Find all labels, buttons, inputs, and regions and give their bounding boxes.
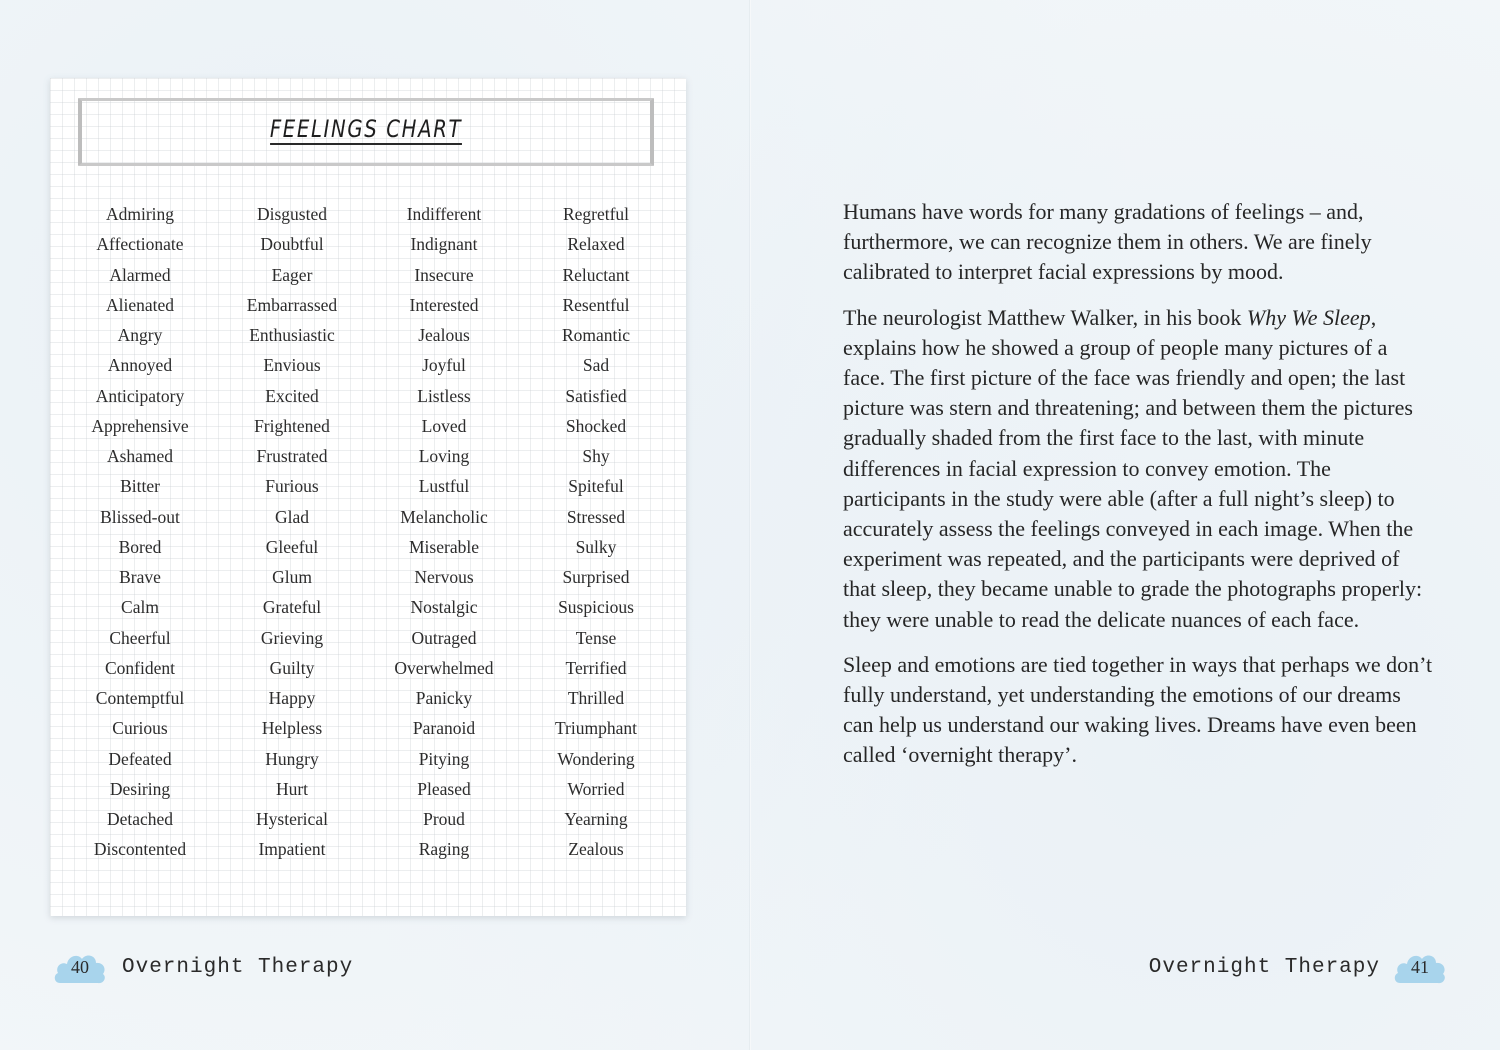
feeling-word: Desiring <box>109 778 171 799</box>
feeling-word: Lustful <box>418 476 470 497</box>
feeling-word: Joyful <box>422 355 466 376</box>
feeling-word: Grieving <box>260 627 324 648</box>
feeling-word: Interested <box>409 294 479 315</box>
feeling-word: Enthusiastic <box>249 325 335 345</box>
feeling-word: Melancholic <box>400 506 488 527</box>
feeling-word: Frustrated <box>256 446 328 466</box>
feeling-word: Panicky <box>415 688 473 708</box>
feeling-word: Hurt <box>275 778 309 799</box>
cloud-icon <box>1392 947 1448 987</box>
feeling-word: Shy <box>582 446 610 466</box>
feeling-word: Terrified <box>565 657 627 678</box>
cloud-icon <box>52 947 108 987</box>
paragraph-2 <box>843 303 1433 635</box>
feeling-word: Pitying <box>418 748 470 769</box>
feelings-column-2 <box>216 199 368 865</box>
feeling-word: Frightened <box>254 415 330 436</box>
feeling-word: Raging <box>418 839 470 860</box>
feeling-word: Calm <box>121 597 159 618</box>
feeling-word: Discontented <box>93 839 187 860</box>
feeling-word: Relaxed <box>567 234 625 255</box>
feeling-word: Worried <box>567 778 625 799</box>
feeling-word: Miserable <box>409 536 479 557</box>
feeling-word: Proud <box>423 809 465 829</box>
feeling-word: Ashamed <box>106 446 174 466</box>
feeling-word: Triumphant <box>554 718 637 739</box>
feeling-word: Pleased <box>417 778 471 799</box>
paragraph-3: Sleep and emotions are tied together in ways that perhaps we don’t fully understand, yet understanding the emotions of our dreams can help us understand our waking lives. Dreams have even been called ‘overnight therapy’. <box>843 651 1433 768</box>
feeling-word: Listless <box>417 385 471 406</box>
book-title: Why We Sleep <box>1246 304 1371 330</box>
feeling-word: Eager <box>271 264 313 285</box>
feeling-word: Paranoid <box>412 718 476 739</box>
feeling-word: Furious <box>265 476 319 497</box>
feeling-word: Suspicious <box>558 597 634 618</box>
feelings-column-3 <box>368 199 520 865</box>
feeling-word: Angry <box>117 325 163 345</box>
feeling-word: Zealous <box>568 839 624 860</box>
feeling-word: Yearning <box>564 809 628 829</box>
feeling-word: Blissed-out <box>100 506 180 527</box>
left-page-footer <box>52 944 353 990</box>
feeling-word: Detached <box>106 809 174 829</box>
feeling-word: Spiteful <box>568 476 624 497</box>
feeling-word: Loved <box>421 415 467 436</box>
feeling-word: Brave <box>119 567 161 587</box>
running-title: Overnight Therapy <box>1148 955 1380 979</box>
feeling-word: Grateful <box>262 597 322 618</box>
feeling-word: Excited <box>265 385 319 406</box>
feeling-word: Anticipatory <box>95 385 185 406</box>
running-title: Overnight Therapy <box>122 955 354 979</box>
paragraph-2-body: , explains how he showed a group of people many pictures of a face. The first picture of the face was friendly and open; the last picture was stern and threatening; and between them the pictures gradually shaded from the first face to the last, with minute differences in facial expression to convey emotion. The participants in the study were able (after a full night’s sleep) to accurately assess the feelings conveyed in each image. When the experiment was repeated, and the participants were deprived of that sleep, they became unable to grade the photographs properly: they were unable to read the delicate nuances of each face. <box>843 304 1423 632</box>
feeling-word: Regretful <box>562 204 630 224</box>
chart-title <box>133 115 599 145</box>
feelings-column-1 <box>64 199 216 865</box>
paragraph-1: Humans have words for many gradations of feelings – and, furthermore, we can recognize them in others. We are finely calibrated to interpret facial expressions by mood. <box>843 199 1372 285</box>
feeling-word: Reluctant <box>562 264 630 285</box>
feelings-column-4 <box>520 199 672 865</box>
feeling-word: Hungry <box>265 748 319 769</box>
feeling-word: Cheerful <box>109 627 171 648</box>
feeling-word: Satisfied <box>565 385 627 406</box>
feeling-word: Jealous <box>418 325 470 345</box>
chart-title-text: FEELINGS CHART <box>270 116 462 145</box>
chart-title-box <box>78 98 654 166</box>
paragraph-2-intro: The neurologist Matthew Walker, in his book <box>843 304 1247 330</box>
feeling-word: Glum <box>272 567 312 587</box>
feeling-word: Contemptful <box>95 688 185 708</box>
feeling-word: Overwhelmed <box>394 657 494 678</box>
body-text <box>843 197 1433 786</box>
feeling-word: Outraged <box>411 627 477 648</box>
feeling-word: Nostalgic <box>410 597 478 618</box>
page-number: 41 <box>1411 956 1429 977</box>
right-page-footer <box>1149 944 1448 990</box>
feeling-word: Happy <box>268 688 316 708</box>
feeling-word: Indignant <box>410 234 478 255</box>
feeling-word: Loving <box>418 446 470 466</box>
feeling-word: Guilty <box>269 657 315 678</box>
feeling-word: Annoyed <box>107 355 173 376</box>
feeling-word: Surprised <box>562 567 630 587</box>
feeling-word: Wondering <box>557 748 635 769</box>
right-page <box>750 0 1500 1050</box>
feelings-chart-card <box>50 78 686 916</box>
feeling-word: Bored <box>118 536 162 557</box>
feeling-word: Thrilled <box>567 688 625 708</box>
feeling-word: Alarmed <box>109 264 171 285</box>
feeling-word: Apprehensive <box>91 415 189 436</box>
feeling-word: Embarrassed <box>246 294 338 315</box>
feeling-word: Doubtful <box>260 234 324 255</box>
feeling-word: Impatient <box>258 839 326 860</box>
feeling-word: Resentful <box>562 294 630 315</box>
feeling-word: Sad <box>582 355 610 376</box>
feeling-word: Confident <box>105 657 175 678</box>
feeling-word: Indifferent <box>406 204 482 224</box>
feeling-word: Curious <box>112 718 168 739</box>
feeling-word: Tense <box>575 627 617 648</box>
feeling-word: Romantic <box>561 325 631 345</box>
feeling-word: Nervous <box>414 567 474 587</box>
feeling-word: Affectionate <box>96 234 184 255</box>
feeling-word: Helpless <box>261 718 323 739</box>
feeling-word: Insecure <box>414 264 474 285</box>
feeling-word: Shocked <box>565 415 627 436</box>
feeling-word: Disgusted <box>257 204 327 224</box>
feeling-word: Sulky <box>575 536 617 557</box>
feeling-word: Hysterical <box>256 809 328 829</box>
feeling-word: Gleeful <box>265 536 319 557</box>
feeling-word: Glad <box>274 506 310 527</box>
feeling-word: Bitter <box>120 476 160 497</box>
feeling-word: Defeated <box>108 748 172 769</box>
feeling-word: Admiring <box>105 204 175 224</box>
feeling-word: Stressed <box>566 506 626 527</box>
feeling-word: Envious <box>263 355 321 376</box>
page-number: 40 <box>71 956 89 977</box>
feelings-list <box>64 199 672 865</box>
feeling-word: Alienated <box>105 294 175 315</box>
